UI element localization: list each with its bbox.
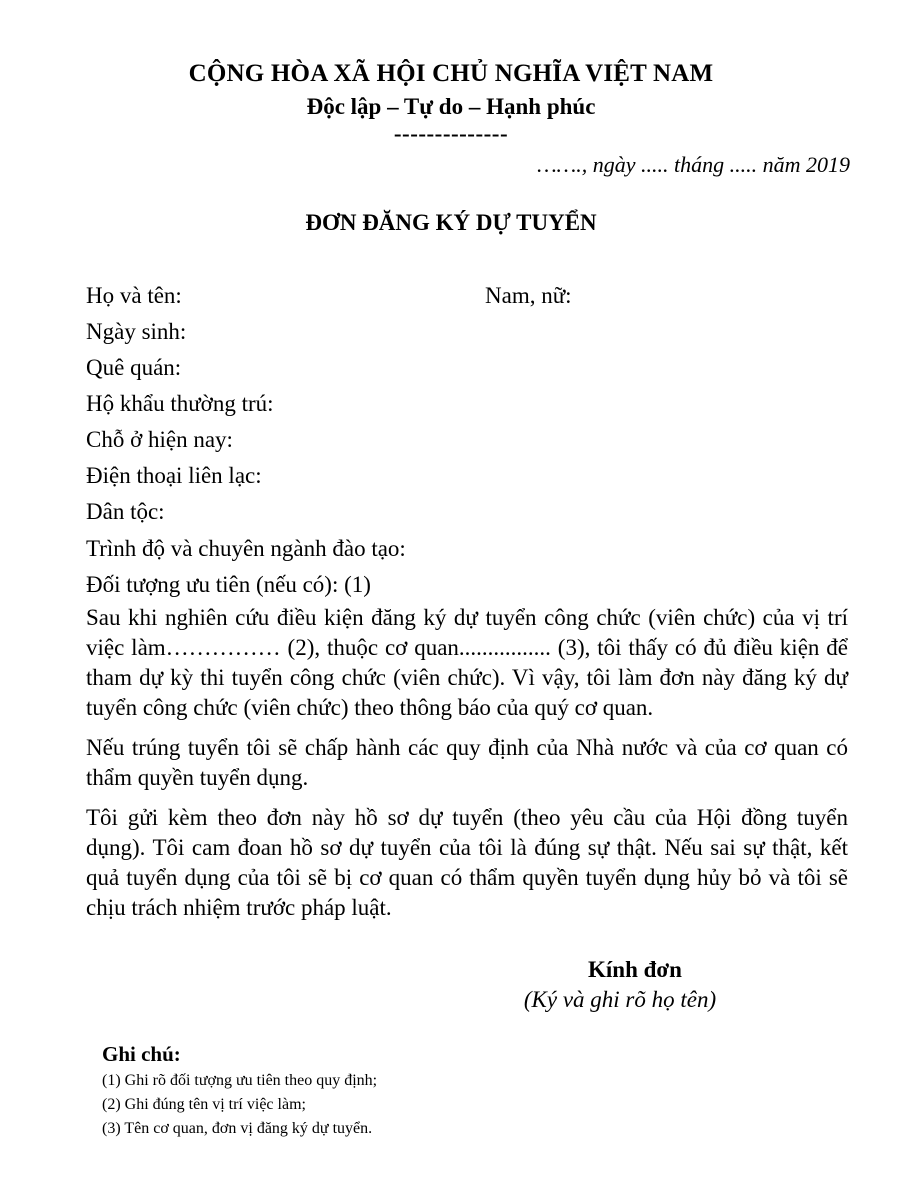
date-line: ……., ngày ..... tháng ..... năm 2019	[537, 152, 850, 177]
national-motto: Độc lập – Tự do – Hạnh phúc	[306, 94, 596, 119]
field-full-name: Họ và tên:	[86, 283, 182, 308]
national-title: CỘNG HÒA XÃ HỘI CHỦ NGHĨA VIỆT NAM	[188, 60, 714, 87]
body-paragraph-1: Sau khi nghiên cứu điều kiện đăng ký dự tuyển công chức (viên chức) của vị trí việc làm…………… (2), thuộc cơ quan................ (3), tôi thấy có đủ điều kiện để tham dự kỳ thi tuyển công chức (viên chức). Vì vậy, tôi làm đơn này đăng ký dự tuyển công chức (viên chức) theo thông báo của quý cơ quan.	[86, 605, 848, 720]
field-priority: Đối tượng ưu tiên (nếu có): (1)	[86, 572, 371, 597]
field-phone: Điện thoại liên lạc:	[86, 463, 262, 488]
field-current-address: Chỗ ở hiện nay:	[86, 427, 233, 452]
signature-hint: (Ký và ghi rõ họ tên)	[523, 987, 717, 1012]
field-birth-date: Ngày sinh:	[86, 319, 187, 344]
body-text	[86, 603, 848, 933]
signature-title: Kính đơn	[588, 957, 682, 982]
field-ethnicity: Dân tộc:	[86, 499, 165, 524]
body-paragraph-2: Nếu trúng tuyển tôi sẽ chấp hành các quy định của Nhà nước và của cơ quan có thẩm quyền tuyển dụng.	[86, 735, 848, 790]
header-divider: --------------	[393, 121, 509, 146]
field-gender: Nam, nữ:	[485, 283, 572, 308]
note-item: (3) Tên cơ quan, đơn vị đăng ký dự tuyển.	[102, 1120, 373, 1137]
document-title: ĐƠN ĐĂNG KÝ DỰ TUYỂN	[305, 210, 597, 235]
field-education: Trình độ và chuyên ngành đào tạo:	[86, 536, 406, 561]
note-item: (1) Ghi rõ đối tượng ưu tiên theo quy định;	[102, 1072, 378, 1089]
note-item: (2) Ghi đúng tên vị trí việc làm;	[102, 1096, 306, 1113]
notes-title: Ghi chú:	[102, 1042, 181, 1066]
field-permanent-residence: Hộ khẩu thường trú:	[86, 391, 274, 416]
field-hometown: Quê quán:	[86, 355, 182, 380]
body-paragraph-3: Tôi gửi kèm theo đơn này hồ sơ dự tuyển (theo yêu cầu của Hội đồng tuyển dụng). Tôi cam đoan hồ sơ dự tuyển của tôi là đúng sự thật. Nếu sai sự thật, kết quả tuyển dụng của tôi sẽ bị cơ quan có thẩm quyền tuyển dụng hủy bỏ và tôi sẽ chịu trách nhiệm trước pháp luật.	[86, 805, 848, 920]
